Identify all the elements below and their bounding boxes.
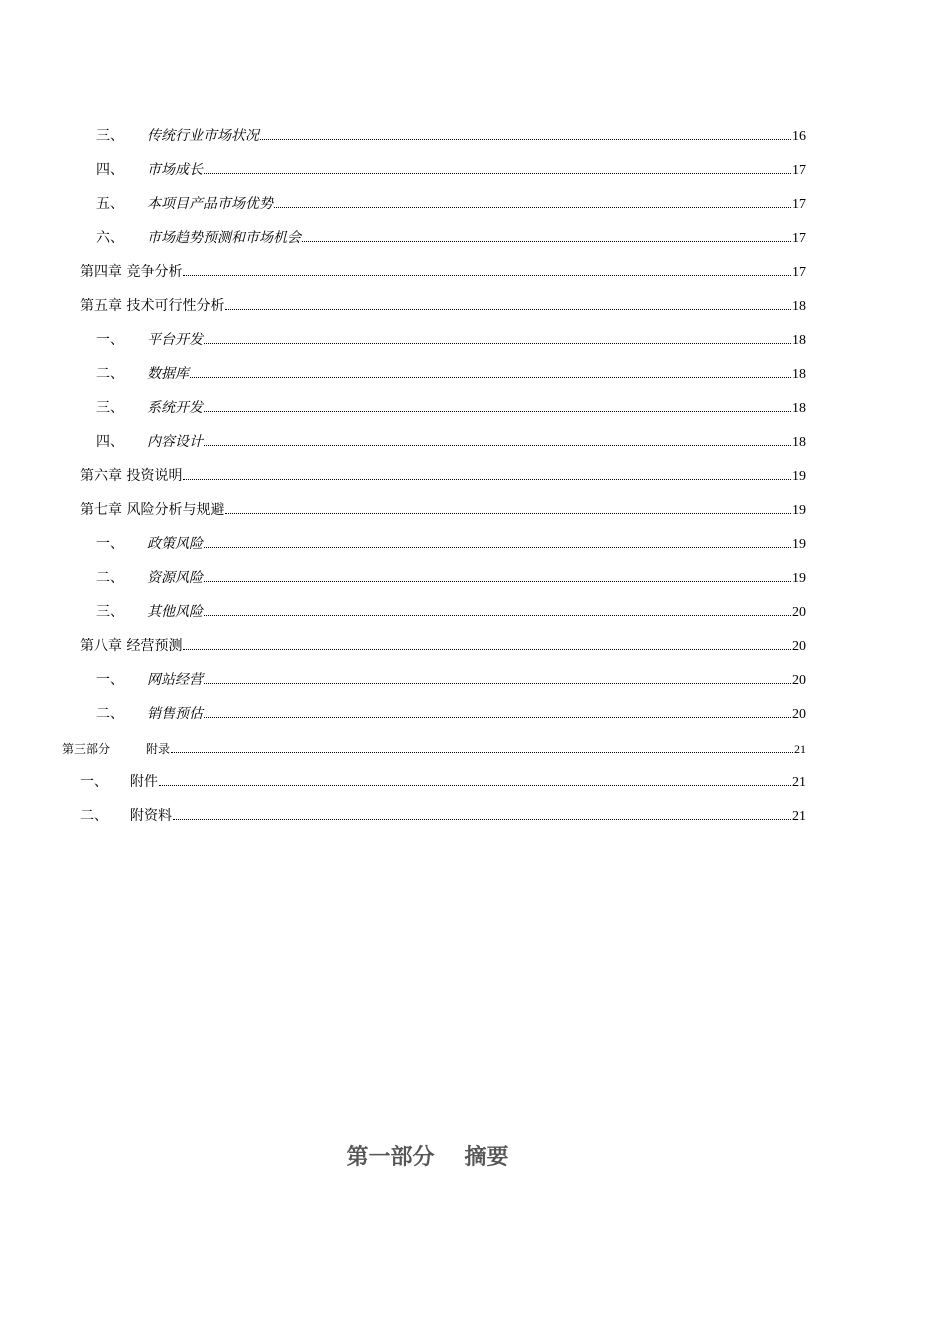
toc-entry-page: 19 (792, 537, 806, 552)
toc-dot-leader (183, 275, 791, 276)
toc-entry-title: 网站经营 (147, 672, 203, 688)
toc-entry-title: 第四章 竞争分析 (80, 264, 183, 280)
toc-entry-number: 三、 (96, 128, 124, 144)
toc-entry-title: 本项目产品市场优势 (147, 196, 273, 212)
toc-entry[interactable] (96, 127, 806, 146)
toc-entry[interactable] (96, 671, 806, 690)
toc-entry-title: 第八章 经营预测 (80, 638, 183, 654)
toc-entry-title: 第七章 风险分析与规避 (80, 502, 225, 518)
toc-entry-number: 一、 (96, 536, 124, 552)
toc-entry-number: 一、 (96, 332, 124, 348)
toc-entry[interactable] (80, 773, 806, 792)
toc-entry-number: 五、 (96, 196, 124, 212)
toc-entry[interactable] (96, 365, 806, 384)
toc-entry[interactable] (96, 399, 806, 418)
section-heading-title: 摘要 (464, 1144, 509, 1170)
toc-entry-page: 20 (792, 639, 806, 654)
toc-entry-number: 第三部分 (62, 742, 111, 756)
toc-chapter-entry[interactable] (80, 467, 806, 486)
toc-entry-title: 数据库 (147, 366, 189, 382)
toc-dot-leader (274, 207, 791, 208)
toc-entry[interactable] (96, 229, 806, 248)
toc-entry-number: 三、 (96, 604, 124, 620)
toc-entry-page: 21 (792, 775, 806, 790)
toc-dot-leader (204, 411, 791, 412)
toc-part-entry[interactable] (62, 740, 806, 758)
toc-entry-title: 其他风险 (147, 604, 203, 620)
toc-entry-title: 平台开发 (147, 332, 203, 348)
toc-entry-title: 系统开发 (147, 400, 203, 416)
toc-entry-title: 附件 (130, 774, 158, 790)
toc-dot-leader (204, 173, 791, 174)
toc-entry-number: 三、 (96, 400, 124, 416)
toc-entry-page: 21 (792, 809, 806, 824)
toc-entry-title: 资源风险 (147, 570, 203, 586)
toc-entry-number: 一、 (80, 774, 108, 790)
toc-dot-leader (204, 717, 791, 718)
toc-entry-title: 市场成长 (147, 162, 203, 178)
toc-entry-page: 18 (792, 299, 806, 314)
toc-dot-leader (190, 377, 791, 378)
toc-entry-page: 20 (792, 707, 806, 722)
toc-entry-number: 四、 (96, 162, 124, 178)
toc-dot-leader (260, 139, 791, 140)
toc-dot-leader (204, 581, 791, 582)
toc-entry-number: 六、 (96, 230, 124, 246)
toc-entry-page: 18 (792, 401, 806, 416)
toc-entry-page: 16 (792, 129, 806, 144)
toc-entry[interactable] (96, 195, 806, 214)
toc-dot-leader (225, 309, 791, 310)
toc-dot-leader (225, 513, 791, 514)
toc-dot-leader (204, 683, 791, 684)
toc-chapter-entry[interactable] (80, 637, 806, 656)
toc-entry-page: 19 (792, 503, 806, 518)
toc-entry-number: 二、 (80, 808, 108, 824)
toc-entry-page: 19 (792, 571, 806, 586)
toc-dot-leader (302, 241, 791, 242)
toc-entry-title: 第五章 技术可行性分析 (80, 298, 225, 314)
toc-dot-leader (171, 752, 793, 753)
toc-entry-page: 18 (792, 435, 806, 450)
toc-entry[interactable] (96, 705, 806, 724)
toc-entry[interactable] (96, 161, 806, 180)
toc-dot-leader (204, 445, 791, 446)
toc-dot-leader (183, 649, 791, 650)
toc-entry[interactable] (96, 535, 806, 554)
toc-entry[interactable] (96, 603, 806, 622)
toc-entry-title: 第六章 投资说明 (80, 468, 183, 484)
toc-entry-number: 二、 (96, 570, 124, 586)
toc-chapter-entry[interactable] (80, 501, 806, 520)
toc-entry-number: 二、 (96, 706, 124, 722)
toc-dot-leader (204, 343, 791, 344)
toc-entry-title: 附录 (146, 742, 171, 756)
toc-entry-page: 17 (792, 231, 806, 246)
toc-entry-page: 17 (792, 197, 806, 212)
toc-entry-title: 政策风险 (147, 536, 203, 552)
toc-dot-leader (204, 547, 791, 548)
toc-dot-leader (204, 615, 791, 616)
toc-dot-leader (173, 819, 791, 820)
toc-dot-leader (183, 479, 791, 480)
toc-entry-title: 销售预估 (147, 706, 203, 722)
toc-entry-title: 附资料 (130, 808, 172, 824)
toc-entry[interactable] (80, 807, 806, 826)
toc-chapter-entry[interactable] (80, 263, 806, 282)
toc-entry-title: 传统行业市场状况 (147, 128, 259, 144)
section-heading-part: 第一部分 (346, 1144, 435, 1170)
toc-entry[interactable] (96, 433, 806, 452)
toc-entry-title: 内容设计 (147, 434, 203, 450)
section-heading (0, 1140, 855, 1171)
toc-entry[interactable] (96, 331, 806, 350)
toc-entry-page: 18 (792, 333, 806, 348)
toc-dot-leader (159, 785, 791, 786)
toc-entry-page: 17 (792, 265, 806, 280)
toc-entry-number: 四、 (96, 434, 124, 450)
toc-entry-page: 21 (794, 742, 806, 756)
toc-entry-number: 二、 (96, 366, 124, 382)
toc-chapter-entry[interactable] (80, 297, 806, 316)
toc-entry-page: 18 (792, 367, 806, 382)
toc-entry-page: 20 (792, 605, 806, 620)
toc-entry-page: 17 (792, 163, 806, 178)
toc-entry-page: 20 (792, 673, 806, 688)
toc-entry-title: 市场趋势预测和市场机会 (147, 230, 301, 246)
toc-entry-number: 一、 (96, 672, 124, 688)
toc-entry[interactable] (96, 569, 806, 588)
toc-entry-page: 19 (792, 469, 806, 484)
